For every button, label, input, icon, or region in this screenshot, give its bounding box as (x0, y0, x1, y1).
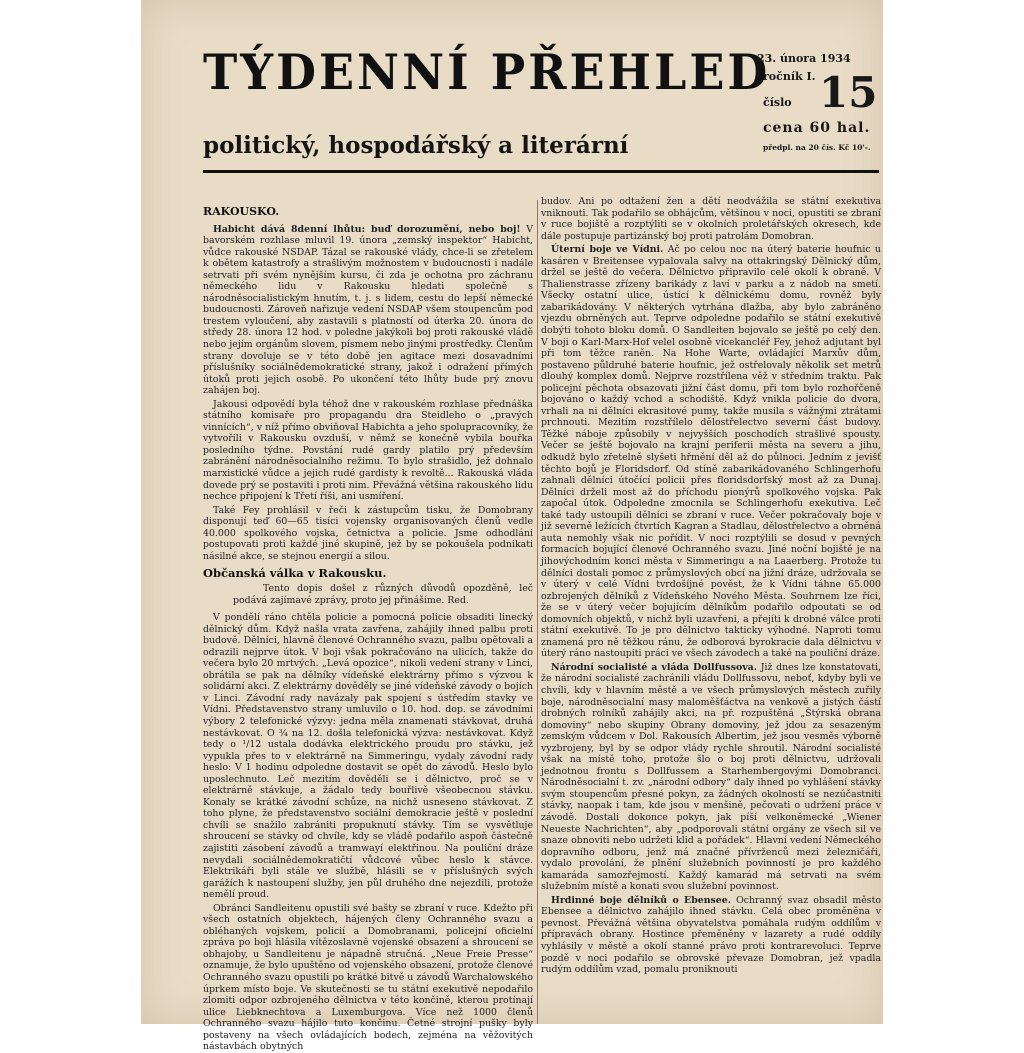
right-column (541, 196, 881, 1024)
newspaper-page (141, 0, 883, 1053)
article-paragraph: Také Fey prohlásil v řeči k zástupcům tisku, že Domobrany disponují teď 60—65 tisíci vojensky organisovaných členů vedle 40.000 spolkového vojska, četnictva a policie. Jsme odhodláni postupovati proti každé jiné skupině, jež by se pokoušela podnikati násilné akce, se stejnou energií a silou. (203, 504, 533, 562)
paragraph-text: Ač po celou noc na úterý baterie houfnic u kasáren v Breitensee vypalovala salvy na ottakringský Dělnický dům, držel se ještě do večera. Dělnictvo připravilo celé okolí k obraně. V Thalienstrasse zřízeny barikády z laví v parku a z nádob na smetí. Všecky ostatní ulice, ústící k dělnickému domu, rovněž byly zabarikádovány. V některých vytrhána dlažba, aby bylo zabráněno vjezdu obrněných aut. Teprve odpoledne podařilo se státní exekutivě dobýti tohoto bloku domů. O Sandleiten bojovalo se ještě po celý den. V boji o Karl-Marx-Hof velel osobně vicekancléř Fey, jehož adjutant byl při tom těžce raněn. Na Hohe Warte, ovládající Marxův dům, postaveno půldruhé baterie houfnic, jež ostřelovaly několik set metrů dlouhý komplex domů. Nejprve rozstřílena věž v středním traktu. Pak policejní pěchota obsazovati jižní část domu, při tom bylo rozhořčeně bojováno o každý vchod a schodiště. Když vnikla policie do dvora, vrhali na ni dělníci ekrasitové pumy, takže musila s vážnými ztrátami prchnouti. Mezitím rozstřílelo dělostřelectvo severní část budovy. Těžké náboje způsobily v nejvyšších poschodích strašlivé spousty. Večer se ještě bojovalo na krajní periferii města na severu a jihu, odkudž bylo zřetelně slyšeti hřmění děl až do půlnoci. Jedním z jevišť těchto bojů je Floridsdorf. Od stíně zabarikádovaného Schlingerhofu zahnali dělníci útočící policii přes floridsdorfský most až za Dunaj. Dělníci drželi most až do příchodu pionýrů spolkového vojska. Pak započal útok. Odpoledne zmocnila se Schlingerhofu exekutiva. Leč také tady ustoupili dělníci se zbraní v ruce. Večer pokračovaly boje v již severně ležících čtvrtích Kagran a Stadlau, dělostřelectvo a obrněná auta nemohly však nic pořídit. V noci rozptýlili se dosud v pevných formacích bojující členové Ochranného svazu. Jiné noční bojiště je na jihovýchodním konci města v Simmeringu a na Laaerberg. Protože tu dělníci dostali pomoc z průmyslových obcí na jižní dráze, udržovala se v úterý v celé Vídni tvrdošíjné pověst, že k Vídni táhne 65.000 ozbrojených dělníků z Vídeňského Nového Města. Souhrnem lze říci, že se v úterý večer bojujícím dělníkům podařilo odpoutati se od domovních objektů, v nichž byli uzavřeni, a přejíti k drobné válce proti státní exekutivě. To je pro dělnictvo takticky výhodné. Naproti tomu znamená pro ně těžkou ránu, že odborová byrokracie dala dělnictvu v úterý ráno nastoupiti práci ve všech závodech a také na pouliční dráze. (541, 244, 881, 660)
left-column (203, 205, 534, 1053)
paragraph-lead: Národní socialisté a vláda Dollfussova. (551, 661, 758, 673)
article-paragraph (541, 662, 881, 893)
section-heading: Občanská válka v Rakousku. (203, 566, 387, 581)
masthead-title: TÝDENNÍ PŘEHLED (203, 44, 771, 101)
article-paragraph (541, 895, 881, 976)
paragraph-text: Již dnes lze konstatovati, že národní socialisté zachránili vládu Dollfussovu, neboť, kdyby byli ve chvíli, kdy v hlavním městě a ve všech průmyslových městech zuřily boje, národněsocialní masy maloměšťáctva na venkově a jistých částí drobných rolníků zahájily akci, na př. rozpuštěná „Štýrská obrana domoviny“ nebo skupiny Obrany domoviny, jež jdou za sesazeným zemským vůdcem v Dol. Rakousích Albertim, jež jsou vesměs výborně vyzbrojeny, byl by se odpor vlády rychle shroutil. Národní socialisté však na místě toho, protože šlo o boj proti dělnictvu, udržovali jednotnou frontu s Dollfussem a Starhembergovými Domobranci. Národněsocialní t. zv. „národní odbory“ daly ihned po vyhlášení stávky svým stoupencům přesné pokyn, za žádných okolností se nezúčastniti stávky, naopak i tam, kde jsou v menšině, pečovati o udržení práce v závodě. Dostali dokonce pokyn, jak píší velkoněmecké „Wiener Neueste Nachrichten“, aby „podporovali státní orgány ze všech sil ve snaze obnoviti nebo udržeti klid a pořádek“. Hlavní vedení Německého dopravního odboru, jenž má značné přívrženců mezi železničáři, vydalo provolání, že plnění služebních povinností je pro každého kamaráda samozřejmostí. Každý kamarád má setrvati na svém služebním místě a konati svou služební povinnost. (541, 661, 881, 893)
paragraph-lead: Hrdinné boje dělníků o Ebensee. (551, 894, 732, 906)
article-paragraph (203, 224, 533, 397)
paragraph-lead: Habicht dává 8denní lhůtu: buď dorozumění, nebo boj! (213, 223, 521, 235)
issue-date: 23. února 1934 (757, 52, 851, 65)
article-paragraph: Jakousi odpovědí byla téhož dne v rakouském rozhlase přednáška státního komisaře pro propagandu dra Steidleho o „pravých vinnících“, v níž přímo obviňoval Habichta a jeho spolupracovníky, že vytvořili v Rakousku ovzduší, v němž se konečně vybila bouřka posledního týdne. Povstání rudé gardy platilo prý především zabránění národněsocialního režimu. To bylo strašidlo, jež dohnalo marxistické vůdce a jejich rudé gardisty k revoltě... Rakouská vláda dovede prý se postaviti i proti nim. Převážná většina rakouského lidu nechce připojení k Třetí říši, ani usmíření. (203, 398, 533, 503)
subscription-price: předpl. na 20 čís. Kč 10'-. (763, 143, 871, 152)
masthead-rule (203, 170, 879, 173)
article-paragraph (541, 244, 881, 660)
paragraph-text: V bavorském rozhlase mluvil 19. února „zemský inspektor“ Habicht, vůdce rakouské NSDAP. Tázal se rakouské vlády, chce-li se zřetelem k obětem katastrofy a strašlivým možnostem v budoucnosti i nadále setrvati při svém nynějším kursu, či zda je ochotna pro záchranu německého lidu v Rakousku hledati společně s národněsocialistickým hnutím, t. j. s lidem, cestu do lepší německé budoucnosti. Zároveň nařizuje vedení NSDAP všem stoupencům pod trestem vyloučení, aby zastavili s platností od úterka 20. února do středy 28. února 12 hod. v poledne jakýkoli boj proti rakouské vládě nebo jejím orgánům slovem, písmem nebo jinými prostředky. Členům strany dovoluje se v této době jen agitace mezi dosavadními příslušníky sociálnědemokratické strany, jakož i odražení přímých útoků proti jejich osobě. Po ukončení této lhůty bude prý znovu zahájen boj. (203, 223, 534, 397)
section-heading: RAKOUSKO. (203, 205, 280, 218)
article-paragraph: Obránci Sandleitenu opustili své bašty se zbraní v ruce. Kdežto při všech ostatních objektech, hájených členy Ochranného svazu a obléhaných vojskem, policií a Domobranami, policejní oficielní zpráva po boji hlásila vítězoslavně vojenské obsazení a shroucení se obhajoby, u Sandleitenu je nápadně stručná. „Neue Freie Presse“ oznamuje, že bylo upuštěno od vojenského obsazení, protože členové Ochranného svazu opustili po krátké bitvě u závodů Warchalowského úprkem místo boje. Ve skutečnosti se tu státní exekutivě nepodařilo zlomiti odpor ozbrojeného dělnictva v této končině, kterou protínají ulice Liebknechtova a Luxemburgova. Více než 1000 členů Ochranného svazu hájilo tuto končinu. Četné strojní pušky byly postaveny na všech ovládajících bodech, zejména na věžovitých nástavbách obytných (203, 902, 533, 1053)
article-paragraph: V pondělí ráno chtěla policie a pomocná policie obsaditi linecký dělnický dům. Když našla vrata zavřena, zahájily ihned palbu proti budově. Dělníci, hlavně členové Ochranného svazu, palbu opětovali a odrazili nejprve útok. V boji však pokračováno na ulicích, takže do večera bylo 20 mrtvých. „Levá opozice“, nikoli vedení strany v Linci, obrátila se pak na dělníky vídeňské elektrárny přímo s výzvou k solidární akci. Z elektrárny dověděly se jiné vídeňské závody o bojích v Linci. Závodní rady navázaly pak spojení s ústředím stavky ve Vídni. Představenstvo strany umluvilo o 10. hod. dop. se závodními výbory 2 telefonické výzvy: jedna měla znamenati stávkovat, druhá nestávkovat. O ¾ na 12. došla telefonická výzva: nestávkovat. Když tedy o ¹/12 ustala dodávka elektrického proudu pro stávku, jež vypukla přes to v elektrárně na Simmeringu, vydaly závodní rady heslo: V 1 hodinu odpoledne dostavit se opět do závodů. Heslo bylo uposlechnuto. Leč mezitím dověděli se i dělnictvo, proč se v elektrárně stávkuje, a žádalo tedy bouřlivě všeobecnou stávku. Konaly se krátké závodní schůze, na nichž usneseno stávkovat. Z toho plyne, že představenstvo sociální demokracie ještě v poslední chvíli se snažilo zabrániti propuknutí stávky. Tím se vysvětluje shroucení se stávky od chvíle, kdy se vládě podařilo aspoň částečně zajistiti zásobení závodů a tramwayí elektřinou. Na pouliční dráze nevydali sociálnědemokratičtí vůdcové vůbec heslo k stávce. Elektrikáři byli stále ve službě, hlásili se v příslušných svých garážích k nastoupení služby, jen půl druhého dne nejezdili, protože nemělí proud. (203, 612, 533, 901)
issue-price: cena 60 hal. (763, 120, 871, 136)
paragraph-lead: Úterní boje ve Vídni. (551, 244, 664, 256)
issue-number-label: číslo (763, 96, 792, 109)
paragraph-text: Ochranný svaz obsadil město Ebensee a dělnictvo zahájilo ihned stávku. Celá obec proměněna v pevnost. Převážná většina obyvatelstva pomáhala rudým oddílům v přípravách obrany. Hostince přeměněny v lazarety a rudé oddíly vyhlásily v městě a okolí stanné právo proti kontrarevoluci. Teprve pozdě v noci podařilo se obrovské převaze Domobran, jež vpadla rudým oddílům vzad, pomalu proniknouti (541, 894, 881, 976)
masthead-subtitle: politický, hospodářský a literární (203, 132, 629, 159)
column-divider (537, 200, 538, 1024)
issue-volume: ročník I. (763, 70, 816, 83)
issue-number: 15 (819, 68, 878, 117)
editor-note: Tento dopis došel z různých důvodů opozděně, leč podává zajímavé zprávy, proto jej přinášíme. Red. (233, 582, 533, 606)
article-paragraph: budov. Ani po odtažení žen a dětí neodvážila se státní exekutiva vniknouti. Tak podařilo se obhájcům, většinou v noci, opustiti se zbraní v ruce bojiště a rozptýliti se v okolních proletářských okresech, kde dále postupuje partizánský boj proti patrolám Domobran. (541, 196, 881, 242)
